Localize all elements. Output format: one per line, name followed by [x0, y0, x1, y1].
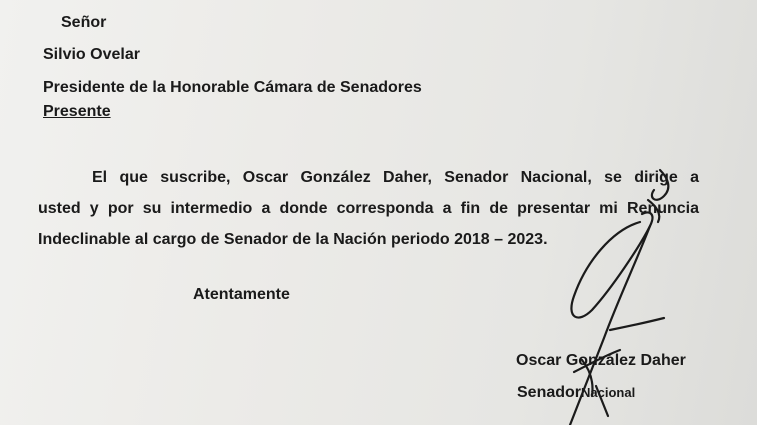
salutation: Señor: [61, 14, 107, 31]
body-line-3: Indeclinable al cargo de Senador de la Nación periodo 2018 – 2023.: [38, 231, 548, 248]
recipient-title: Presidente de la Honorable Cámara de Senadores: [43, 79, 422, 96]
signer-role: [517, 383, 635, 403]
body-line-2: usted y por su intermedio a donde corresponda a fin de presentar mi Renuncia: [38, 200, 699, 217]
presente-label: Presente: [43, 103, 111, 120]
closing: Atentamente: [193, 286, 290, 303]
signer-role-nacional: Nacional: [581, 385, 636, 400]
signer-role-senador: Senador: [517, 384, 582, 401]
signer-name: Oscar González Daher: [516, 352, 686, 369]
body-line-1: El que suscribe, Oscar González Daher, Senador Nacional, se dirige a: [92, 169, 699, 186]
recipient-name: Silvio Ovelar: [43, 46, 140, 63]
